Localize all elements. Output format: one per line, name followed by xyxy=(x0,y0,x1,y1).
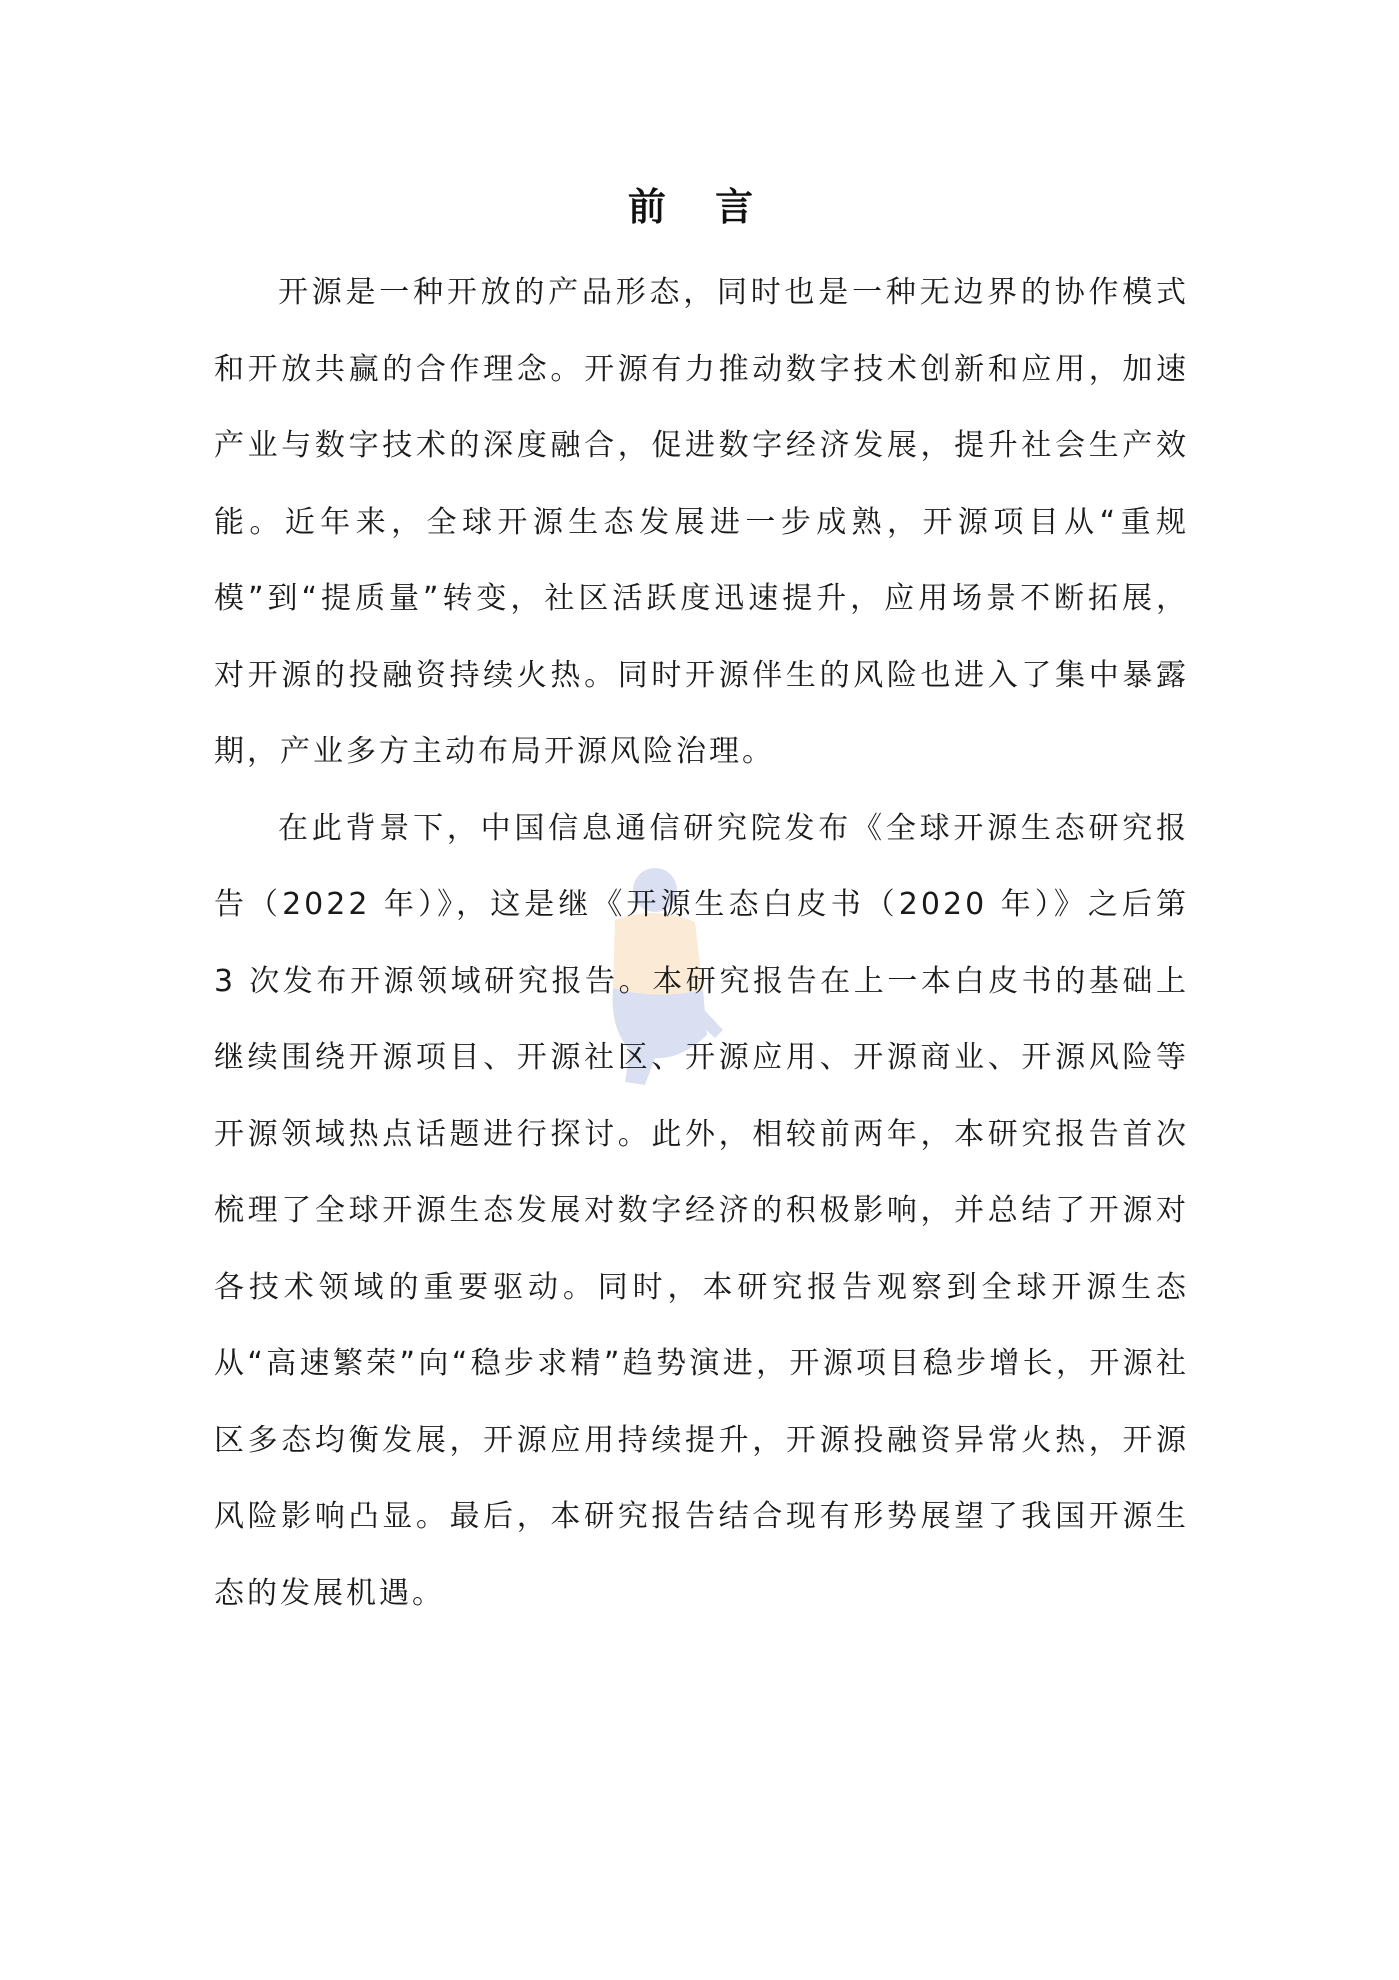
paragraph: 在此背景下，中国信息通信研究院发布《全球开源生态研究报告（2022 年）》，这是继《开源生态白皮书（2020 年）》之后第 3 次发布开源领域研究报告。本研究报告在上一本白皮书的基础上继续围绕开源项目、开源社区、开源应用、开源商业、开源风险等开源领域热点话题进行探讨。此外，相较前两年，本研究报告首次梳理了全球开源生态发展对数字经济的积极影响，并总结了开源对各技术领域的重要驱动。同时，本研究报告观察到全球开源生态从“高速繁荣”向“稳步求精”趋势演进，开源项目稳步增长，开源社区多态均衡发展，开源应用持续提升，开源投融资异常火热，开源风险影响凸显。最后，本研究报告结合现有形势展望了我国开源生态的发展机遇。 xyxy=(214,810,1189,1611)
page-title: 前 言 xyxy=(627,184,772,229)
paragraph: 开源是一种开放的产品形态，同时也是一种无边界的协作模式和开放共赢的合作理念。开源有力推动数字技术创新和应用，加速产业与数字技术的深度融合，促进数字经济发展，提升社会生产效能。近年来，全球开源生态发展进一步成熟，开源项目从“重规模”到“提质量”转变，社区活跃度迅速提升，应用场景不断拓展，对开源的投融资持续火热。同时开源伴生的风险也进入了集中暴露期，产业多方主动布局开源风险治理。 xyxy=(214,275,1189,769)
preface-body xyxy=(214,255,1189,1632)
